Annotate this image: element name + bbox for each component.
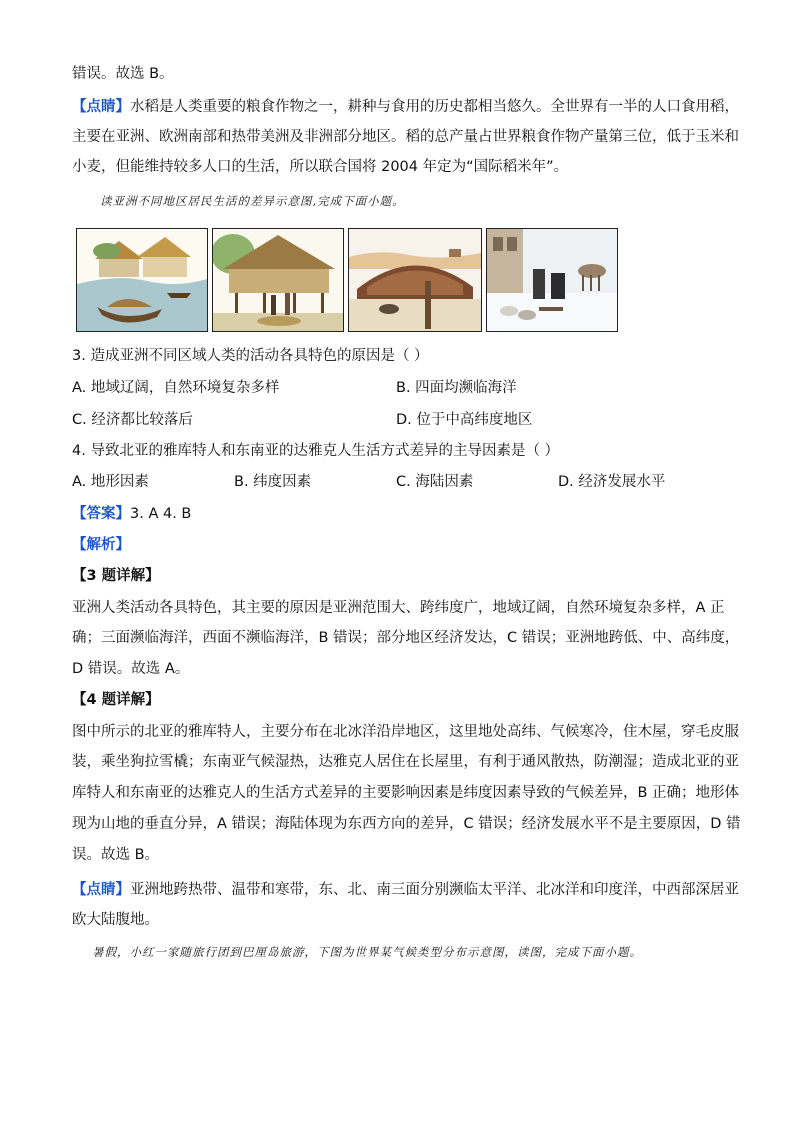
answer-line (72, 504, 722, 524)
dianjing-tag: 【点睛】 (72, 882, 130, 898)
text-line: D 错误。故选 A。 (72, 661, 190, 677)
answer-tag: 【答案】 (72, 506, 130, 522)
dianjing-tag: 【点睛】 (72, 99, 130, 115)
q4-option-d: D. 经济发展水平 (558, 474, 666, 490)
detail-3-tag: 【3 题详解】 (72, 568, 160, 584)
text-line: 误。故选 B。 (72, 847, 160, 863)
text-line: 主要在亚洲、欧洲南部和热带美洲及非洲部分地区。稻的总产量占世界粮食作物产量第三位，低于玉米和 (72, 129, 739, 145)
q3-option-d: D. 位于中高纬度地区 (396, 412, 533, 428)
text-line: 图中所示的北亚的雅库特人，主要分布在北冰洋沿岸地区，这里地处高纬、气候寒冷，住木屋，穿毛皮服 (72, 724, 739, 740)
q4-option-a: A. 地形因素 (72, 474, 149, 490)
figure-caption: 读亚洲不同地区居民生活的差异示意图,完成下面小题。 (100, 194, 405, 208)
question-4: 4. 导致北亚的雅库特人和东南亚的达雅克人生活方式差异的主导因素是（ ） (72, 443, 560, 459)
text-line: 确；三面濒临海洋，西面不濒临海洋，B 错误；部分地区经济发达，C 错误；亚洲地跨低、中、高纬度， (72, 630, 740, 646)
text-line: 现为山地的垂直分异，A 错误；海陆体现为东西方向的差异，C 错误；经济发展水平不是主要原因，D 错 (72, 816, 741, 832)
illustration-longhouse (212, 228, 344, 332)
dianjing-paragraph (72, 880, 739, 900)
text-line: 库特人和东南亚的达雅克人的生活方式差异的主要影响因素是纬度因素导致的气候差异，B 正确；地形体 (72, 785, 740, 801)
q3-option-b: B. 四面均濒临海洋 (396, 380, 517, 396)
dianjing-paragraph (72, 97, 739, 117)
q4-option-c: C. 海陆因素 (396, 474, 474, 490)
illustration-arctic-sled (486, 228, 618, 332)
text-line: 亚洲人类活动各具特色，其主要的原因是亚洲范围大、跨纬度广，地域辽阔，自然环境复杂多样，A 正 (72, 600, 725, 616)
q3-option-c: C. 经济都比较落后 (72, 412, 193, 428)
analysis-tag: 【解析】 (72, 537, 130, 553)
question-3: 3. 造成亚洲不同区域人类的活动各具特色的原因是（ ） (72, 348, 429, 364)
q4-option-b: B. 纬度因素 (234, 474, 312, 490)
text-line: 亚洲地跨热带、温带和寒带，东、北、南三面分别濒临太平洋、北冰洋和印度洋，中西部深居亚 (130, 882, 739, 898)
illustration-river-village (76, 228, 208, 332)
text-line: 错误。故选 B。 (72, 66, 174, 82)
detail-4-tag: 【4 题详解】 (72, 692, 160, 708)
q3-option-a: A. 地域辽阔，自然环境复杂多样 (72, 380, 280, 396)
text-line: 欧大陆腹地。 (72, 912, 159, 928)
answer-text: 3. A 4. B (130, 506, 192, 522)
illustration-desert-tent (348, 228, 482, 332)
text-line: 装，乘坐狗拉雪橇；东南亚气候湿热，达雅克人居住在长屋里，有利于通风散热，防潮湿；造成北亚的亚 (72, 754, 739, 770)
figure-caption: 暑假，小红一家随旅行团到巴厘岛旅游，下图为世界某气候类型分布示意图，读图，完成下面小题。 (92, 945, 642, 959)
text-line: 水稻是人类重要的粮食作物之一，耕种与食用的历史都相当悠久。全世界有一半的人口食用稻， (130, 99, 739, 115)
text-line: 小麦，但能维持较多人口的生活，所以联合国将 2004 年定为“国际稻米年”。 (72, 159, 569, 175)
